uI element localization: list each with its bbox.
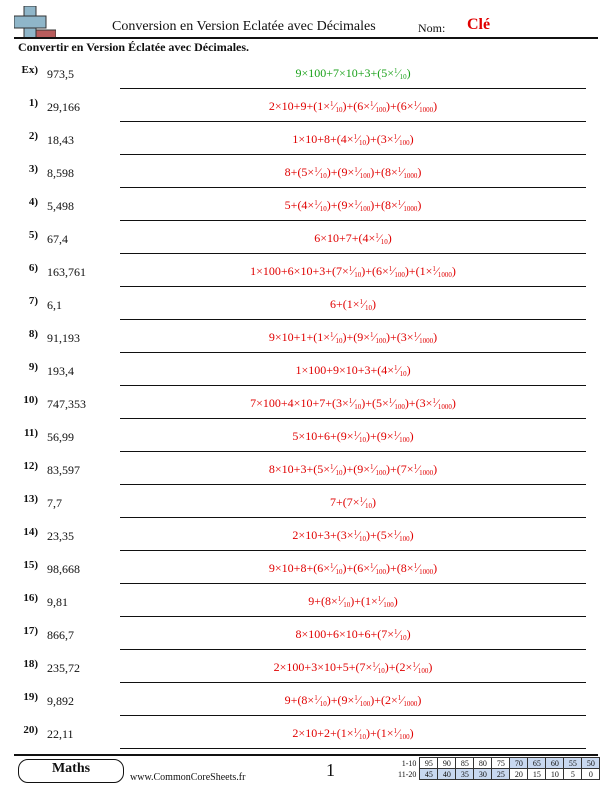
problem-value: 67,4 xyxy=(47,232,68,246)
problem-number: 8) xyxy=(28,328,38,340)
expanded-form-answer: $2\times 10+9+(1\times^1⁄_{10})+(6\times^1⁄_{100})+(6\times^1⁄_{1000})$ xyxy=(268,99,438,114)
problem-value: 9,81 xyxy=(47,595,68,609)
problem-row xyxy=(0,126,612,159)
problem-number: 9) xyxy=(28,361,38,373)
expanded-form-answer: $2\times 100+3\times 10+5+(7\times^1⁄_{10})+(2\times^1⁄_{100})$ xyxy=(273,660,433,675)
expanded-form-answer: $9+(8\times^1⁄_{10})+(9\times^1⁄_{100})+(2\times^1⁄_{1000})$ xyxy=(284,693,422,708)
subject-label: Maths xyxy=(51,761,91,776)
answer-line xyxy=(120,220,586,221)
answer-line xyxy=(120,352,586,353)
instructions: Convertir en Version Éclatée avec Décimales. xyxy=(18,40,250,54)
problem-value: 973,5 xyxy=(47,67,74,81)
problem-number: 13) xyxy=(23,493,38,505)
problem-number: 11) xyxy=(23,427,38,439)
expanded-form-answer: $9\times 10+1+(1\times^1⁄_{10})+(9\times^1⁄_{100})+(3\times^1⁄_{1000})$ xyxy=(268,330,438,345)
score-row-label: 11-20 xyxy=(398,769,417,779)
score-cell: 90 xyxy=(438,758,456,769)
problem-number: 20) xyxy=(23,724,38,736)
problem-number: 14) xyxy=(23,526,38,538)
answer-line xyxy=(120,319,586,320)
answer-line xyxy=(120,187,586,188)
problem-row xyxy=(0,225,612,258)
expanded-form-answer: $2\times 10+2+(1\times^1⁄_{10})+(1\times^1⁄_{100})$ xyxy=(292,726,414,741)
problem-row xyxy=(0,522,612,555)
problem-value: 22,11 xyxy=(47,727,74,741)
problem-row xyxy=(0,555,612,588)
score-cell: 60 xyxy=(546,758,564,769)
problem-value: 98,668 xyxy=(47,562,80,576)
answer-line xyxy=(120,484,586,485)
score-cell: 35 xyxy=(456,769,474,780)
problem-row xyxy=(0,423,612,456)
score-cell: 30 xyxy=(474,769,492,780)
expanded-form-answer: $1\times 10+8+(4\times^1⁄_{10})+(3\times^1⁄_{100})$ xyxy=(292,132,414,147)
problem-number: 17) xyxy=(23,625,38,637)
problem-value: 7,7 xyxy=(47,496,62,510)
score-cell: 25 xyxy=(492,769,510,780)
answer-line xyxy=(120,715,586,716)
problem-value: 193,4 xyxy=(47,364,74,378)
problem-value: 91,193 xyxy=(47,331,80,345)
expanded-form-answer: $8\times 100+6\times 10+6+(7\times^1⁄_{10})$ xyxy=(295,627,411,642)
score-cell: 5 xyxy=(564,769,582,780)
score-cell: 65 xyxy=(528,758,546,769)
score-cell: 70 xyxy=(510,758,528,769)
footer-divider xyxy=(14,754,598,756)
problem-value: 163,761 xyxy=(47,265,86,279)
answer-line xyxy=(120,286,586,287)
problem-number: 19) xyxy=(23,691,38,703)
answer-line xyxy=(120,649,586,650)
problem-number: 12) xyxy=(23,460,38,472)
problem-value: 56,99 xyxy=(47,430,74,444)
problem-row xyxy=(0,93,612,126)
score-cell: 0 xyxy=(582,769,600,780)
score-cell: 80 xyxy=(474,758,492,769)
plus-minus-logo-icon xyxy=(14,6,56,40)
expanded-form-answer: $6+(1\times^1⁄_{10})$ xyxy=(329,297,377,312)
page-number: 1 xyxy=(326,760,335,780)
problem-number: 2) xyxy=(28,130,38,142)
header-divider xyxy=(14,37,598,39)
expanded-form-answer: $7\times 100+4\times 10+7+(3\times^1⁄_{10})+(5\times^1⁄_{100})+(3\times^1⁄_{1000})$ xyxy=(250,396,456,411)
problem-row xyxy=(0,489,612,522)
score-cell: 50 xyxy=(582,758,600,769)
problem-list xyxy=(0,60,612,744)
expanded-form-answer: $1\times 100+6\times 10+3+(7\times^1⁄_{10})+(6\times^1⁄_{100})+(1\times^1⁄_{1000})$ xyxy=(250,264,456,279)
problem-row xyxy=(0,390,612,423)
problem-row xyxy=(0,258,612,291)
score-cell: 10 xyxy=(546,769,564,780)
expanded-form-answer: $2\times 10+3+(3\times^1⁄_{10})+(5\times^1⁄_{100})$ xyxy=(292,528,414,543)
score-cell: 75 xyxy=(492,758,510,769)
expanded-form-answer: $5\times 10+6+(9\times^1⁄_{10})+(9\times^1⁄_{100})$ xyxy=(292,429,414,444)
score-cell: 20 xyxy=(510,769,528,780)
problem-value: 866,7 xyxy=(47,628,74,642)
answer-line xyxy=(120,154,586,155)
expanded-form-answer: $9\times 10+8+(6\times^1⁄_{10})+(6\times^1⁄_{100})+(8\times^1⁄_{1000})$ xyxy=(268,561,438,576)
problem-row xyxy=(0,456,612,489)
problem-value: 9,892 xyxy=(47,694,74,708)
expanded-form-answer: $9+(8\times^1⁄_{10})+(1\times^1⁄_{100})$ xyxy=(308,594,398,609)
problem-value: 747,353 xyxy=(47,397,86,411)
problem-value: 235,72 xyxy=(47,661,80,675)
score-row xyxy=(396,758,600,769)
answer-line xyxy=(120,451,586,452)
problem-row xyxy=(0,654,612,687)
problem-number: 16) xyxy=(23,592,38,604)
score-cell: 95 xyxy=(420,758,438,769)
answer-line xyxy=(120,418,586,419)
problem-number: 10) xyxy=(23,394,38,406)
answer-line xyxy=(120,88,586,89)
expanded-form-answer: $1\times 100+9\times 10+3+(4\times^1⁄_{10})$ xyxy=(295,363,411,378)
problem-number: 6) xyxy=(28,262,38,274)
answer-line xyxy=(120,550,586,551)
site-url: www.CommonCoreSheets.fr xyxy=(130,772,246,783)
worksheet-title: Conversion en Version Eclatée avec Décimales xyxy=(112,19,376,34)
score-cell: 15 xyxy=(528,769,546,780)
answer-line xyxy=(120,616,586,617)
score-cell: 55 xyxy=(564,758,582,769)
name-label: Nom: xyxy=(418,21,446,35)
problem-number: 4) xyxy=(28,196,38,208)
answer-line xyxy=(120,121,586,122)
score-row-label: 1-10 xyxy=(401,758,417,768)
answer-line xyxy=(120,253,586,254)
problem-row xyxy=(0,687,612,720)
problem-row xyxy=(0,621,612,654)
problem-row xyxy=(0,291,612,324)
answer-line xyxy=(120,517,586,518)
problem-row xyxy=(0,324,612,357)
problem-value: 5,498 xyxy=(47,199,74,213)
answer-line xyxy=(120,748,586,749)
problem-number: 3) xyxy=(28,163,38,175)
problem-value: 18,43 xyxy=(47,133,74,147)
answer-line xyxy=(120,583,586,584)
problem-number: Ex) xyxy=(21,64,38,76)
problem-row xyxy=(0,60,612,93)
problem-row xyxy=(0,192,612,225)
problem-number: 5) xyxy=(28,229,38,241)
problem-value: 23,35 xyxy=(47,529,74,543)
problem-row xyxy=(0,720,612,753)
score-cell: 45 xyxy=(420,769,438,780)
problem-number: 7) xyxy=(28,295,38,307)
problem-number: 1) xyxy=(28,97,38,109)
expanded-form-answer: $8\times 10+3+(5\times^1⁄_{10})+(9\times^1⁄_{100})+(7\times^1⁄_{1000})$ xyxy=(268,462,438,477)
expanded-form-answer: $9\times 100+7\times 10+3+(5\times^1⁄_{10})$ xyxy=(295,66,411,81)
problem-value: 6,1 xyxy=(47,298,62,312)
score-row xyxy=(396,769,600,780)
problem-row xyxy=(0,588,612,621)
problem-number: 18) xyxy=(23,658,38,670)
answer-line xyxy=(120,385,586,386)
answer-key-label: Clé xyxy=(467,16,491,33)
problem-row xyxy=(0,159,612,192)
expanded-form-answer: $7+(7\times^1⁄_{10})$ xyxy=(329,495,377,510)
problem-value: 8,598 xyxy=(47,166,74,180)
expanded-form-answer: $8+(5\times^1⁄_{10})+(9\times^1⁄_{100})+(8\times^1⁄_{1000})$ xyxy=(284,165,422,180)
expanded-form-answer: $5+(4\times^1⁄_{10})+(9\times^1⁄_{100})+(8\times^1⁄_{1000})$ xyxy=(284,198,422,213)
problem-number: 15) xyxy=(23,559,38,571)
score-cell: 40 xyxy=(438,769,456,780)
problem-row xyxy=(0,357,612,390)
problem-value: 29,166 xyxy=(47,100,80,114)
score-cell: 85 xyxy=(456,758,474,769)
problem-value: 83,597 xyxy=(47,463,80,477)
expanded-form-answer: $6\times 10+7+(4\times^1⁄_{10})$ xyxy=(314,231,392,246)
score-table xyxy=(396,757,600,780)
answer-line xyxy=(120,682,586,683)
